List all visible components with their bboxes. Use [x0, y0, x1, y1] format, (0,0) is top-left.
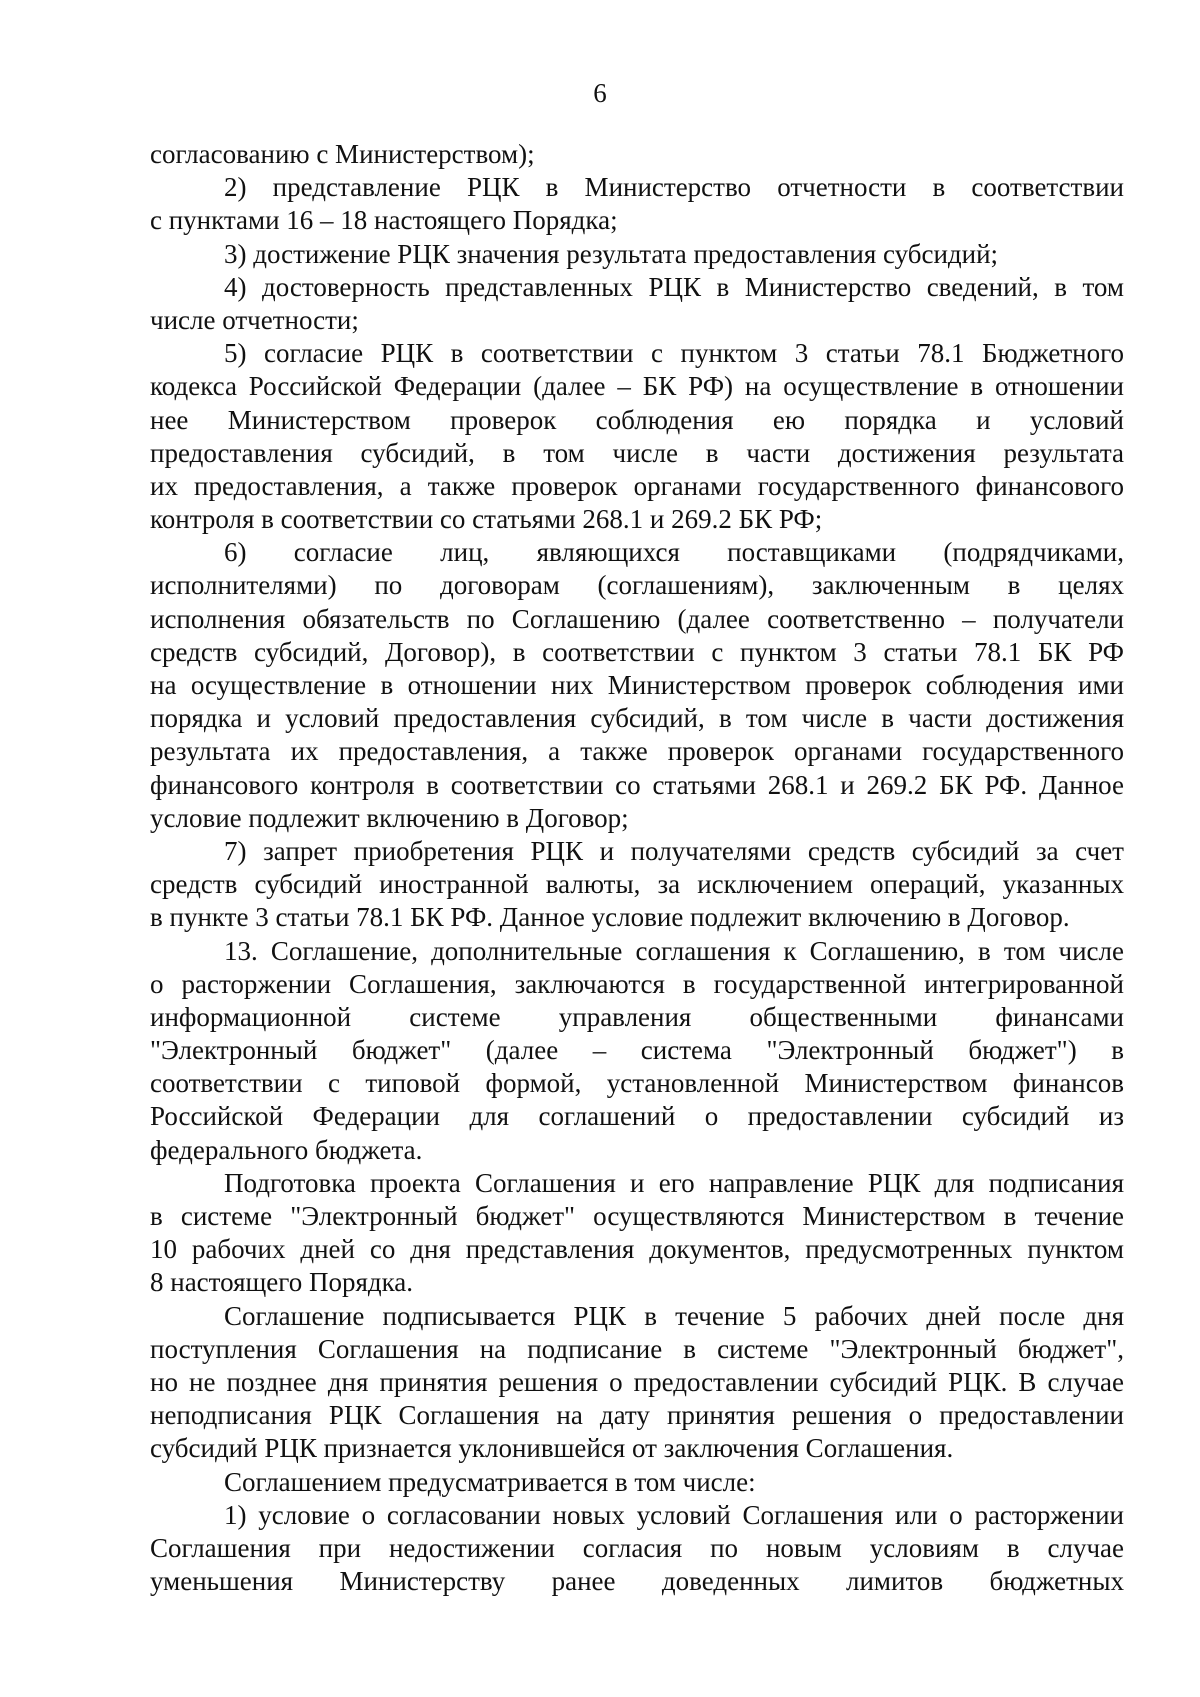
text-line: средств субсидий, Договор), в соответствии с пунктом 3 статьи 78.1 БК РФ: [150, 636, 1124, 667]
list-item-6: [150, 536, 1124, 835]
text-line: 5) согласие РЦК в соответствии с пунктом 3 статьи 78.1 Бюджетного: [224, 338, 1124, 369]
provision-item-1: [150, 1499, 1124, 1599]
text-line: 10 рабочих дней со дня представления документов, предусмотренных пунктом: [150, 1234, 1124, 1265]
text-line: соответствии с типовой формой, установленной Министерством финансов: [150, 1068, 1124, 1099]
text-line: субсидий РЦК признается уклонившейся от заключения Соглашения.: [150, 1433, 954, 1464]
text-line: порядка и условий предоставления субсидий, в том числе в части достижения: [150, 703, 1124, 734]
text-line: 1) условие о согласовании новых условий Соглашения или о расторжении: [224, 1499, 1124, 1530]
text-line: 3) достижение РЦК значения результата предоставления субсидий;: [224, 238, 999, 269]
text-line: 13. Соглашение, дополнительные соглашения к Соглашению, в том числе: [224, 935, 1124, 966]
text-line: числе отчетности;: [150, 304, 359, 335]
paragraph-continuation: [150, 138, 1124, 171]
text-line: федерального бюджета.: [150, 1134, 423, 1165]
text-line: с пунктами 16 – 18 настоящего Порядка;: [150, 205, 618, 236]
text-line: кодекса Российской Федерации (далее – БК РФ) на осуществление в отношении: [150, 371, 1124, 402]
text-line: нее Министерством проверок соблюдения ею порядка и условий: [150, 404, 1124, 435]
text-line: Соглашение подписывается РЦК в течение 5 рабочих дней после дня: [224, 1300, 1124, 1331]
page-number: 6: [593, 78, 607, 108]
list-item-7: [150, 835, 1124, 935]
text-line: "Электронный бюджет" (далее – система "Электронный бюджет") в: [150, 1035, 1124, 1066]
text-line: условие подлежит включению в Договор;: [150, 802, 629, 833]
list-item-3: [150, 238, 1124, 271]
text-line: Подготовка проекта Соглашения и его направление РЦК для подписания: [224, 1167, 1124, 1198]
text-line: неподписания РЦК Соглашения на дату принятия решения о предоставлении: [150, 1400, 1124, 1431]
text-line: в системе "Электронный бюджет" осуществляются Министерством в течение: [150, 1201, 1124, 1231]
text-line: о расторжении Соглашения, заключаются в государственной интегрированной: [150, 968, 1124, 999]
paragraph-provisions: [150, 1466, 1124, 1499]
paragraph-signing: [150, 1300, 1124, 1466]
text-line: поступления Соглашения на подписание в системе "Электронный бюджет",: [150, 1333, 1124, 1364]
text-line: Российской Федерации для соглашений о предоставлении субсидий из: [150, 1101, 1124, 1132]
text-line: результата их предоставления, а также проверок органами государственного: [150, 736, 1124, 767]
text-line: финансового контроля в соответствии со статьями 268.1 и 269.2 БК РФ. Данное: [150, 769, 1124, 800]
text-line: 8 настоящего Порядка.: [150, 1267, 414, 1298]
text-line: на осуществление в отношении них Министерством проверок соблюдения ими: [150, 670, 1124, 700]
text-line: 4) достоверность представленных РЦК в Министерство сведений, в том: [224, 271, 1124, 302]
text-line: но не позднее дня принятия решения о предоставлении субсидий РЦК. В случае: [150, 1366, 1124, 1397]
text-line: Соглашением предусматривается в том числе:: [224, 1466, 756, 1497]
text-line: их предоставления, а также проверок органами государственного финансового: [150, 470, 1124, 501]
text-line: в пункте 3 статьи 78.1 БК РФ. Данное условие подлежит включению в Договор.: [150, 902, 1070, 933]
document-body: [150, 138, 1124, 1598]
text-line: предоставления субсидий, в том числе в части достижения результата: [150, 437, 1124, 468]
text-line: 7) запрет приобретения РЦК и получателями средств субсидий за счет: [224, 835, 1124, 866]
text-line: уменьшения Министерству ранее доведенных лимитов бюджетных: [150, 1566, 1124, 1597]
text-line: исполнителями) по договорам (соглашениям), заключенным в целях: [150, 570, 1124, 601]
text-line: контроля в соответствии со статьями 268.1 и 269.2 БК РФ;: [150, 504, 823, 535]
clause-13: [150, 935, 1124, 1167]
list-item-4: [150, 271, 1124, 337]
text-line: Соглашения при недостижении согласия по новым условиям в случае: [150, 1532, 1124, 1563]
paragraph-preparation: [150, 1167, 1124, 1300]
text-line: исполнения обязательств по Соглашению (далее соответственно – получатели: [150, 603, 1124, 634]
text-line: информационной системе управления общественными финансами: [150, 1001, 1124, 1032]
list-item-2: [150, 171, 1124, 237]
text-line: 6) согласие лиц, являющихся поставщиками (подрядчиками,: [224, 537, 1124, 568]
list-item-5: [150, 337, 1124, 536]
text-line: 2) представление РЦК в Министерство отчетности в соответствии: [224, 172, 1124, 203]
text-line: согласованию с Министерством);: [150, 139, 535, 169]
text-line: средств субсидий иностранной валюты, за исключением операций, указанных: [150, 869, 1124, 900]
